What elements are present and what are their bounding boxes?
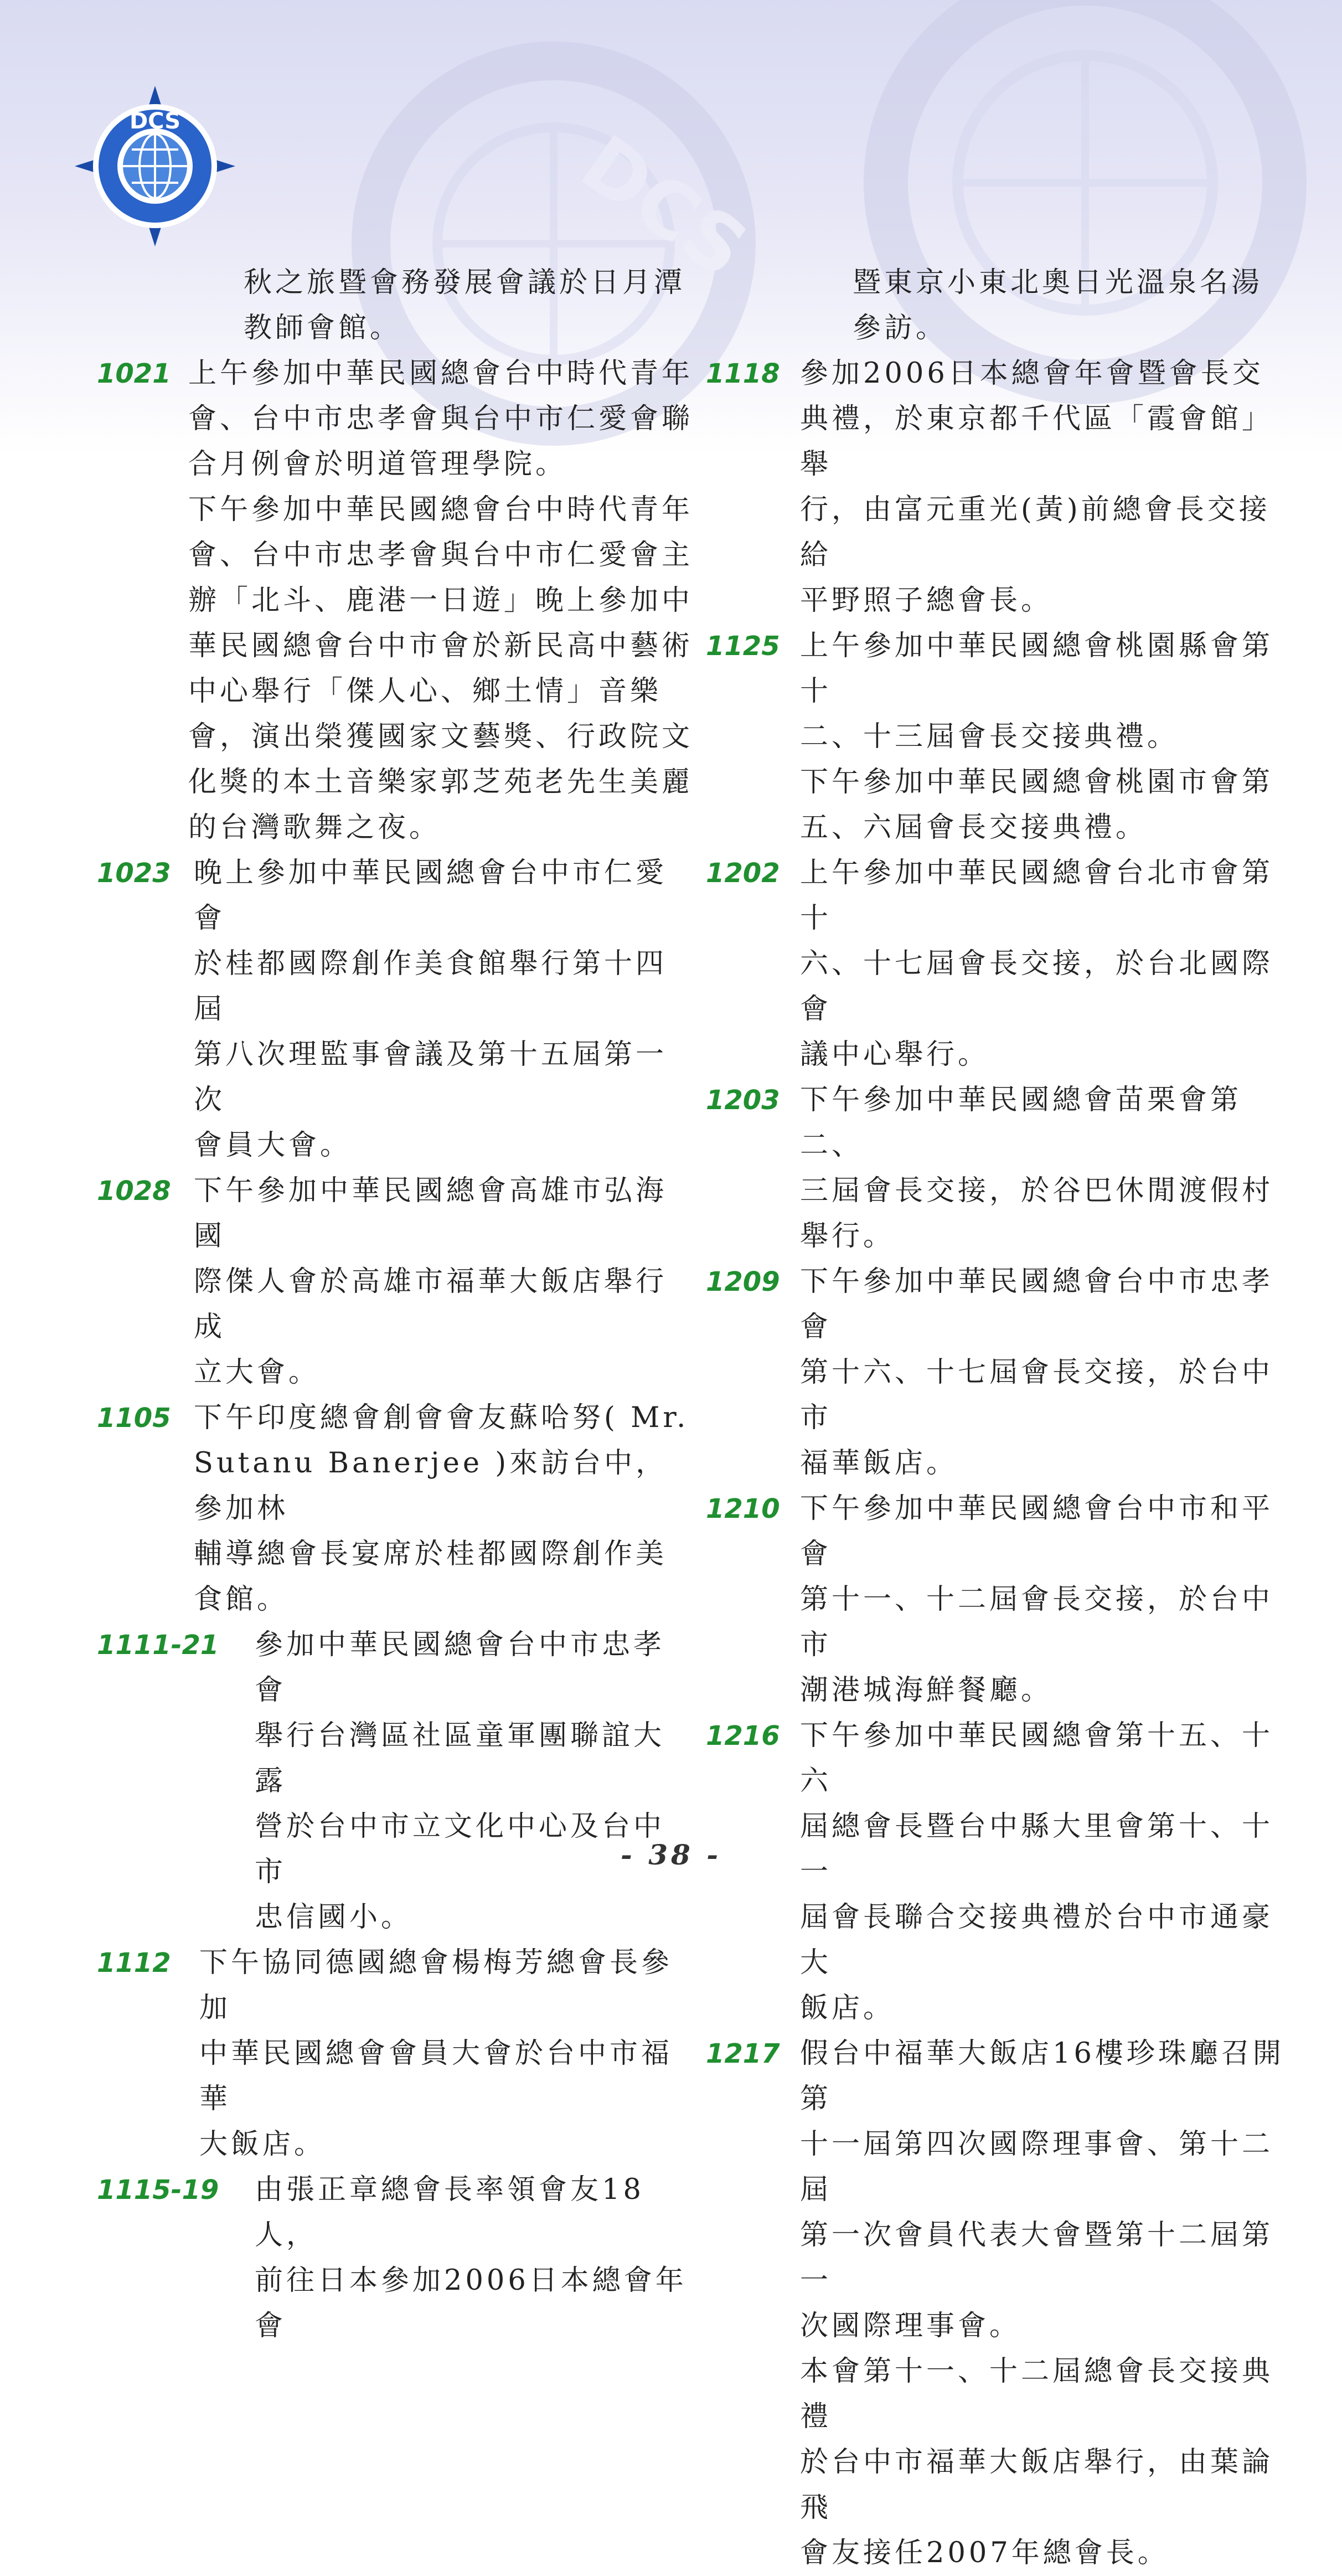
entry-1210 xyxy=(706,1486,1301,1713)
entry-text: 下午印度總會創會會友蘇哈努( Mr. Sutanu Banerjee )來訪台中，參加林 輔導總會長宴席於桂都國際創作美 食館。 xyxy=(194,1402,689,1616)
entry-date: 1023 xyxy=(97,858,171,889)
entry-1112 xyxy=(97,1940,695,2167)
entry-1115-19 xyxy=(97,2167,695,2349)
entry-date: 1125 xyxy=(706,631,780,662)
right-continuation-text: 暨東京小東北奧日光溫泉名湯 參訪。 xyxy=(853,266,1263,344)
entry-text: 參加中華民國總會台中市忠孝會 舉行台灣區社區童軍團聯誼大露 營於台中市立文化中心及台中市 忠信國小。 xyxy=(255,1629,665,1934)
entry-date: 1111-21 xyxy=(97,1630,219,1661)
entry-text: 晚上參加中華民國總會台中市仁愛會 於桂都國際創作美食館舉行第十四屆 第八次理監事會議及第十五屆第一次 會員大會。 xyxy=(194,857,668,1162)
dcs-logo xyxy=(72,83,238,249)
entry-1125 xyxy=(706,624,1301,851)
entry-date: 1112 xyxy=(97,1948,171,1979)
entry-date: 1105 xyxy=(97,1403,171,1434)
entry-date: 1210 xyxy=(706,1493,780,1524)
entry-date: 1115-19 xyxy=(97,2175,219,2206)
entry-text: 由張正章總會長率領會友18人， 前往日本參加2006日本總會年會 xyxy=(255,2173,687,2342)
entry-text: 下午協同德國總會楊梅芳總會長參加 中華民國總會會員大會於台中市福華 大飯店。 xyxy=(199,1946,673,2161)
entry-text: 下午參加中華民國總會高雄市弘海國 際傑人會於高雄市福華大飯店舉行成 立大會。 xyxy=(194,1174,668,1389)
entry-date: 1216 xyxy=(706,1720,780,1751)
entry-1209 xyxy=(706,1259,1301,1486)
left-column xyxy=(97,260,695,2349)
entry-date: 1021 xyxy=(97,358,171,389)
entry-date: 1028 xyxy=(97,1176,171,1207)
entry-text: 下午參加中華民國總會台中市和平會 第十一、十二屆會長交接，於台中市 潮港城海鮮餐廳。 xyxy=(800,1492,1274,1707)
entry-date: 1202 xyxy=(706,858,780,889)
entry-1023 xyxy=(97,851,695,1168)
entry-text: 下午參加中華民國總會第十五、十六 屆總會長暨台中縣大里會第十、十一 屆會長聯合交接典禮於台中市通豪大 飯店。 xyxy=(800,1719,1274,2024)
entry-1105 xyxy=(97,1395,695,1622)
entry-date: 1209 xyxy=(706,1266,780,1297)
entry-1202 xyxy=(706,851,1301,1078)
entry-1216 xyxy=(706,1713,1301,2031)
entry-1111-21 xyxy=(97,1622,695,1940)
entry-date: 1217 xyxy=(706,2038,780,2069)
entry-text: 上午參加中華民國總會桃園縣會第十 二、十三屆會長交接典禮。 下午參加中華民國總會桃園市會第 五、六屆會長交接典禮。 xyxy=(800,630,1274,844)
entry-text: 下午參加中華民國總會台中市忠孝會 第十六、十七屆會長交接，於台中市 福華飯店。 xyxy=(800,1265,1274,1480)
left-continuation-text: 秋之旅暨會務發展會議於日月潭 教師會館。 xyxy=(244,266,686,344)
entry-1118 xyxy=(706,351,1301,624)
entry-date: 1118 xyxy=(706,358,780,389)
logo-text: DCS xyxy=(129,109,181,134)
entry-text: 上午參加中華民國總會台中時代青年 會、台中市忠孝會與台中市仁愛會聯 合月例會於明道管理學院。 下午參加中華民國總會台中時代青年 會、台中市忠孝會與台中市仁愛會主 辦「北斗、鹿港一日遊」晚上參加中 華民國總會台中市會於新民高中藝術 中心舉行「傑人心、鄉土情」音樂 會，演出榮獲國家文藝獎、行政院文 化獎的本土音樂家郭芝苑老先生美麗 的台灣歌舞之夜。 xyxy=(188,357,694,844)
entry-1028 xyxy=(97,1168,695,1395)
right-column xyxy=(706,260,1301,2576)
entry-text: 假台中福華大飯店16樓珍珠廳召開第 十一屆第四次國際理事會、第十二屆 第一次會員代表大會暨第十二屆第一 次國際理事會。 本會第十一、十二屆總會長交接典禮 於台中市福華大飯店舉行，由葉論飛 會友接任2007年總會長。 xyxy=(800,2037,1284,2569)
entry-1203 xyxy=(706,1078,1301,1259)
entry-date: 1203 xyxy=(706,1085,780,1116)
page-number: - 38 - xyxy=(621,1838,721,1871)
entry-text: 參加2006日本總會年會暨會長交 典禮，於東京都千代區「霞會館」舉 行，由富元重光(黃)前總會長交接給 平野照子總會長。 xyxy=(800,357,1274,617)
entry-text: 下午參加中華民國總會苗栗會第二、 三屆會長交接，於谷巴休閒渡假村 舉行。 xyxy=(800,1084,1274,1253)
entry-1021 xyxy=(97,351,695,851)
entry-text: 上午參加中華民國總會台北市會第十 六、十七屆會長交接，於台北國際會 議中心舉行。 xyxy=(800,857,1274,1071)
watermark-text: DCS xyxy=(565,119,763,295)
entry-1217 xyxy=(706,2031,1301,2576)
